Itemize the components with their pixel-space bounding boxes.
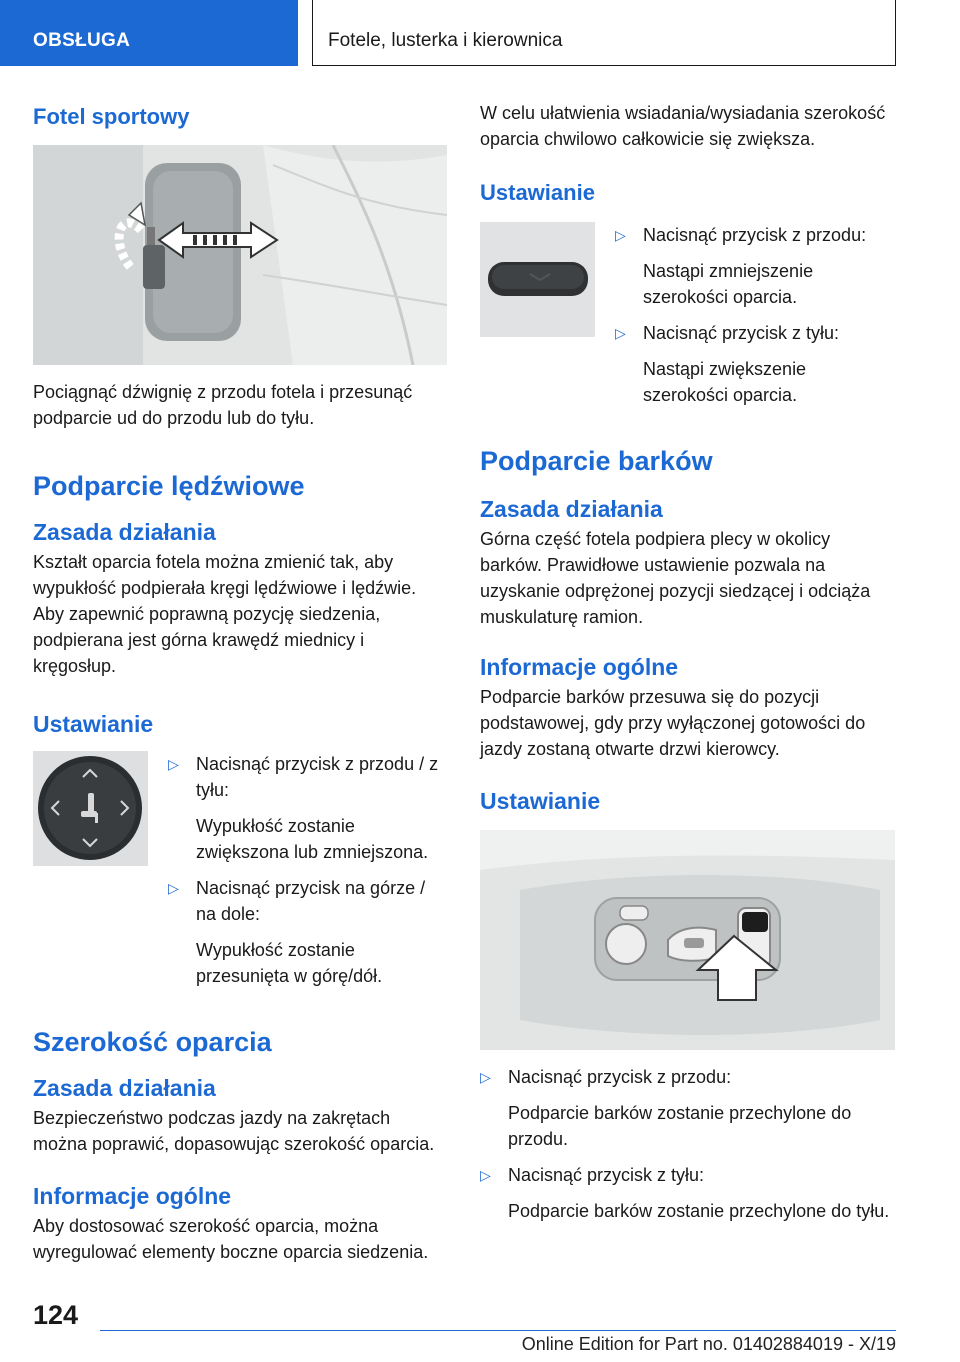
- list-item-result: Nastąpi zwiększenie szerokości oparcia.: [643, 359, 807, 405]
- backrest-principle-heading: Zasada działania: [33, 1075, 216, 1101]
- backrest-principle-text: Bezpieczeństwo podczas jazdy na zakrętach można poprawić, dopasowując szerokość oparcia.: [33, 1108, 435, 1154]
- lumbar-four-way-button-icon: [33, 751, 148, 866]
- seat-switch-panel-illustration: [480, 830, 895, 1050]
- shoulder-adjust-heading: Ustawianie: [480, 788, 601, 814]
- backrest-general-heading: Informacje ogólne: [33, 1183, 232, 1209]
- list-item-result: Wypukłość zostanie zwiększona lub zmniejszona.: [196, 816, 429, 862]
- width-adjust-list: [595, 222, 895, 408]
- width-adjust-block: [480, 222, 895, 408]
- list-item-result: Podparcie barków zostanie przechylone do tyłu.: [508, 1201, 890, 1221]
- backrest-width-heading: Szerokość oparcia: [33, 1027, 272, 1057]
- footer-divider: [100, 1330, 896, 1331]
- footer-edition: Online Edition for Part no. 01402884019 - X/19: [521, 1334, 896, 1354]
- chapter-title: Fotele, lusterka i kierownica: [312, 0, 896, 66]
- page-number: 124: [33, 1300, 79, 1330]
- list-item: ▷ Nacisnąć przycisk z tyłu:: [615, 320, 895, 346]
- triangle-bullet-icon: ▷: [615, 227, 626, 243]
- width-button-photo: [480, 222, 595, 337]
- sport-seat-text: Pociągnąć dźwignię z przodu fotela i przesunąć podparcie ud do przodu lub do tyłu.: [33, 382, 413, 428]
- right-column: [480, 90, 895, 1224]
- lumbar-adjust-list: [148, 751, 447, 989]
- list-item-result: Podparcie barków zostanie przechylone do przodu.: [508, 1103, 852, 1149]
- list-item: ▷ Nacisnąć przycisk z tyłu:: [480, 1162, 895, 1188]
- section-tab: OBSŁUGA: [0, 0, 298, 66]
- list-item: ▷ Nacisnąć przycisk z przodu / z tyłu:: [168, 751, 447, 803]
- list-item: ▷ Nacisnąć przycisk na górze / na dole:: [168, 875, 447, 927]
- list-item: ▷ Nacisnąć przycisk z przodu:: [480, 1064, 895, 1090]
- lumbar-principle-text: Kształt oparcia fotela można zmienić tak, aby wypukłość podpierała kręgi lędźwiowe i lędźwie. Aby zapewnić poprawną pozycję siedzenia, podpierana jest górna krawędź miednicy i kręgosłup.: [33, 552, 417, 676]
- lumbar-adjust-heading: Ustawianie: [33, 711, 154, 737]
- shoulder-switch-photo: [480, 830, 895, 1050]
- shoulder-general-text: Podparcie barków przesuwa się do pozycji podstawowej, gdy przy wyłączonej gotowości do jazdy zostaną otwarte drzwi kierowcy.: [480, 687, 866, 759]
- lumbar-principle-heading: Zasada działania: [33, 519, 216, 545]
- triangle-bullet-icon: ▷: [480, 1069, 491, 1085]
- list-item-result: Wypukłość zostanie przesunięta w górę/dół.: [196, 940, 383, 986]
- shoulder-heading: Podparcie barków: [480, 446, 713, 476]
- shoulder-principle-heading: Zasada działania: [480, 496, 663, 522]
- triangle-bullet-icon: ▷: [168, 880, 179, 896]
- shoulder-general-heading: Informacje ogólne: [480, 654, 679, 680]
- list-item-result: Nastąpi zmniejszenie szerokości oparcia.: [643, 261, 814, 307]
- seat-thigh-support-illustration: [33, 145, 447, 365]
- triangle-bullet-icon: ▷: [480, 1167, 491, 1183]
- lumbar-adjust-block: [33, 751, 447, 989]
- lumbar-heading: Podparcie lędźwiowe: [33, 471, 305, 501]
- shoulder-adjust-list: [480, 1064, 895, 1224]
- triangle-bullet-icon: ▷: [615, 325, 626, 341]
- width-rocker-button-icon: [480, 222, 595, 337]
- backrest-general-text: Aby dostosować szerokość oparcia, można wyregulować elementy boczne oparcia siedzenia.: [33, 1216, 429, 1262]
- left-column: [33, 90, 447, 1265]
- shoulder-principle-text: Górna część fotela podpiera plecy w okolicy barków. Prawidłowe ustawienie pozwala na uzyskanie odprężonej pozycji siedzącej i odciąża muskulaturę ramion.: [480, 529, 871, 627]
- list-item: ▷ Nacisnąć przycisk z przodu:: [615, 222, 895, 248]
- triangle-bullet-icon: ▷: [168, 756, 179, 772]
- lumbar-control-photo: [33, 751, 148, 866]
- sport-seat-lever-photo: [33, 145, 447, 365]
- width-intro-text: W celu ułatwienia wsiadania/wysiadania szerokość oparcia chwilowo całkowicie się zwiększa.: [480, 103, 886, 149]
- sport-seat-heading: Fotel sportowy: [33, 104, 190, 129]
- width-adjust-heading: Ustawianie: [480, 180, 595, 205]
